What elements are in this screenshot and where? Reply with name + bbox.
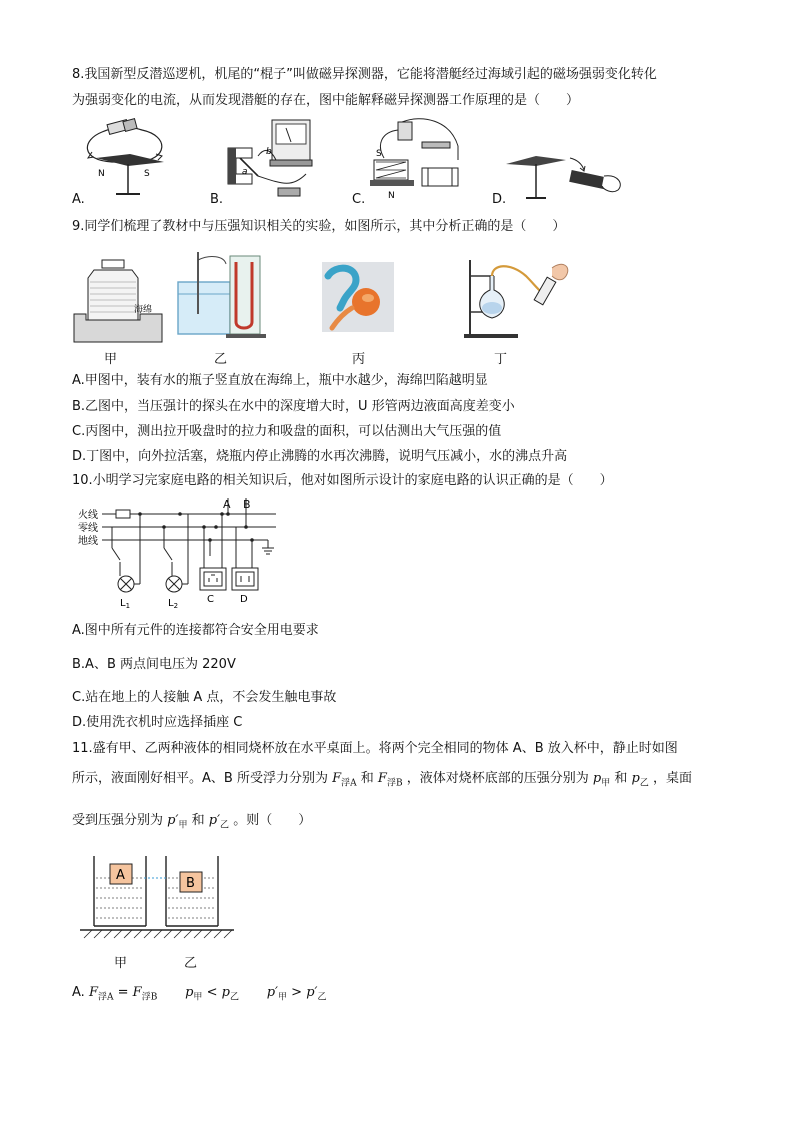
point-b-label: B bbox=[243, 498, 251, 511]
q8-stem-line2: 为强弱变化的电流，从而发现潜艇的存在，图中能解释磁异探测器工作原理的是（ ） bbox=[72, 93, 580, 108]
block-b-label: B bbox=[186, 876, 195, 891]
q9-option-a: A.甲图中，装有水的瓶子竖直放在海绵上，瓶中水越少，海绵凹陷越明显 bbox=[72, 373, 488, 388]
q11-fig-label-jia: 甲 bbox=[114, 956, 128, 971]
q8-option-c-label: C. bbox=[352, 192, 366, 207]
q11-option-a: A. $F_{浮A} = F_{浮B}$ $p_甲 < p_乙$ $p'_甲 > p'_乙$ bbox=[72, 985, 327, 1003]
lamp-l2-label: $L_2$ bbox=[168, 598, 179, 610]
q11-fig-label-yi: 乙 bbox=[184, 956, 198, 971]
point-a-label: A bbox=[223, 498, 231, 511]
q9-stem: 9.同学们梳理了教材中与压强知识相关的实验，如图所示，其中分析正确的是（ ） bbox=[72, 219, 566, 234]
q9-figure-bing bbox=[322, 262, 394, 332]
letter-b: b bbox=[266, 147, 272, 157]
q8-stem-line1: 8.我国新型反潜巡逻机，机尾的“棍子”叫做磁异探测器，它能将潜艇经过海域引起的磁场强弱变化转化 bbox=[72, 67, 657, 82]
q9-fig-label-bing: 丙 bbox=[352, 352, 366, 367]
q8-option-b-label: B. bbox=[210, 192, 224, 207]
p-jia-prime-symbol: $p'_甲$ bbox=[167, 813, 188, 831]
q9-fig-label-ding: 丁 bbox=[494, 352, 508, 367]
p-jia-symbol: $p_甲$ bbox=[592, 771, 611, 789]
pole-s-label: S bbox=[144, 169, 150, 179]
q8-figure-b bbox=[222, 118, 322, 208]
q11-stem-line2: 所示，液面刚好相平。A、B 所受浮力分别为 $F_{浮A}$ 和 $F_{浮B}$ ，液体对烧杯底部的压强分别为 $p_甲$ 和 $p_乙$ ，桌面 bbox=[72, 771, 693, 789]
pole-n-label: N bbox=[98, 169, 105, 179]
q10-option-c: C.站在地上的人接触 A 点，不会发生触电事故 bbox=[72, 690, 337, 705]
q9-option-c: C.丙图中，测出拉开吸盘时的拉力和吸盘的面积，可以估测出大气压强的值 bbox=[72, 424, 502, 439]
q9-fig-label-yi: 乙 bbox=[214, 352, 228, 367]
q10-option-a: A.图中所有元件的连接都符合安全用电要求 bbox=[72, 623, 319, 638]
wire-live-label: 火线 bbox=[78, 510, 98, 521]
q11-stem-line1: 11.盛有甲、乙两种液体的相同烧杯放在水平桌面上。将两个完全相同的物体 A、B 放入杯中，静止时如图 bbox=[72, 741, 678, 756]
letter-a: a bbox=[242, 167, 248, 177]
q9-figure-ding bbox=[462, 256, 574, 340]
q8-figure-d bbox=[500, 150, 630, 206]
socket-c-label: C bbox=[207, 594, 214, 605]
q10-circuit-diagram bbox=[76, 496, 286, 612]
q9-fig-label-jia: 甲 bbox=[104, 352, 118, 367]
lamp-l1-label: $L_1$ bbox=[120, 598, 131, 610]
q8-option-a-label: A. bbox=[72, 192, 85, 207]
q11-stem-line3: 受到压强分别为 $p'_甲$ 和 $p'_乙$ 。则（ ） bbox=[72, 813, 312, 831]
q8-figure-c bbox=[362, 116, 472, 210]
q9-option-d: D.丁图中，向外拉活塞，烧瓶内停止沸腾的水再次沸腾，说明气压减小，水的沸点升高 bbox=[72, 449, 568, 464]
p-yi-prime-symbol: $p'_乙$ bbox=[208, 813, 230, 831]
q8-figure-a bbox=[72, 118, 202, 210]
f-fua-symbol: $F_{浮A}$ bbox=[332, 771, 357, 789]
q10-stem: 10.小明学习完家庭电路的相关知识后，他对如图所示设计的家庭电路的认识正确的是（ ） bbox=[72, 473, 613, 488]
coil-s-label: S bbox=[376, 149, 382, 159]
coil-n-label: N bbox=[388, 191, 395, 201]
sponge-label: 海绵 bbox=[134, 305, 153, 315]
wire-ground-label: 地线 bbox=[78, 536, 98, 547]
p-yi-symbol: $p_乙$ bbox=[631, 771, 649, 789]
q11-beakers-figure bbox=[78, 852, 238, 942]
q9-figure-yi bbox=[174, 252, 270, 340]
q9-option-b: B.乙图中，当压强计的探头在水中的深度增大时，U 形管两边液面高度差变小 bbox=[72, 399, 515, 414]
block-a-label: A bbox=[116, 868, 125, 883]
q10-option-b: B.A、B 两点间电压为 220V bbox=[72, 657, 236, 672]
wire-neutral-label: 零线 bbox=[78, 523, 98, 534]
f-fub-symbol: $F_{浮B}$ bbox=[377, 771, 403, 789]
q9-figure-jia bbox=[72, 258, 164, 344]
q8-option-d-label: D. bbox=[492, 192, 507, 207]
socket-d-label: D bbox=[240, 594, 248, 605]
q10-option-d: D.使用洗衣机时应选择插座 C bbox=[72, 715, 243, 730]
